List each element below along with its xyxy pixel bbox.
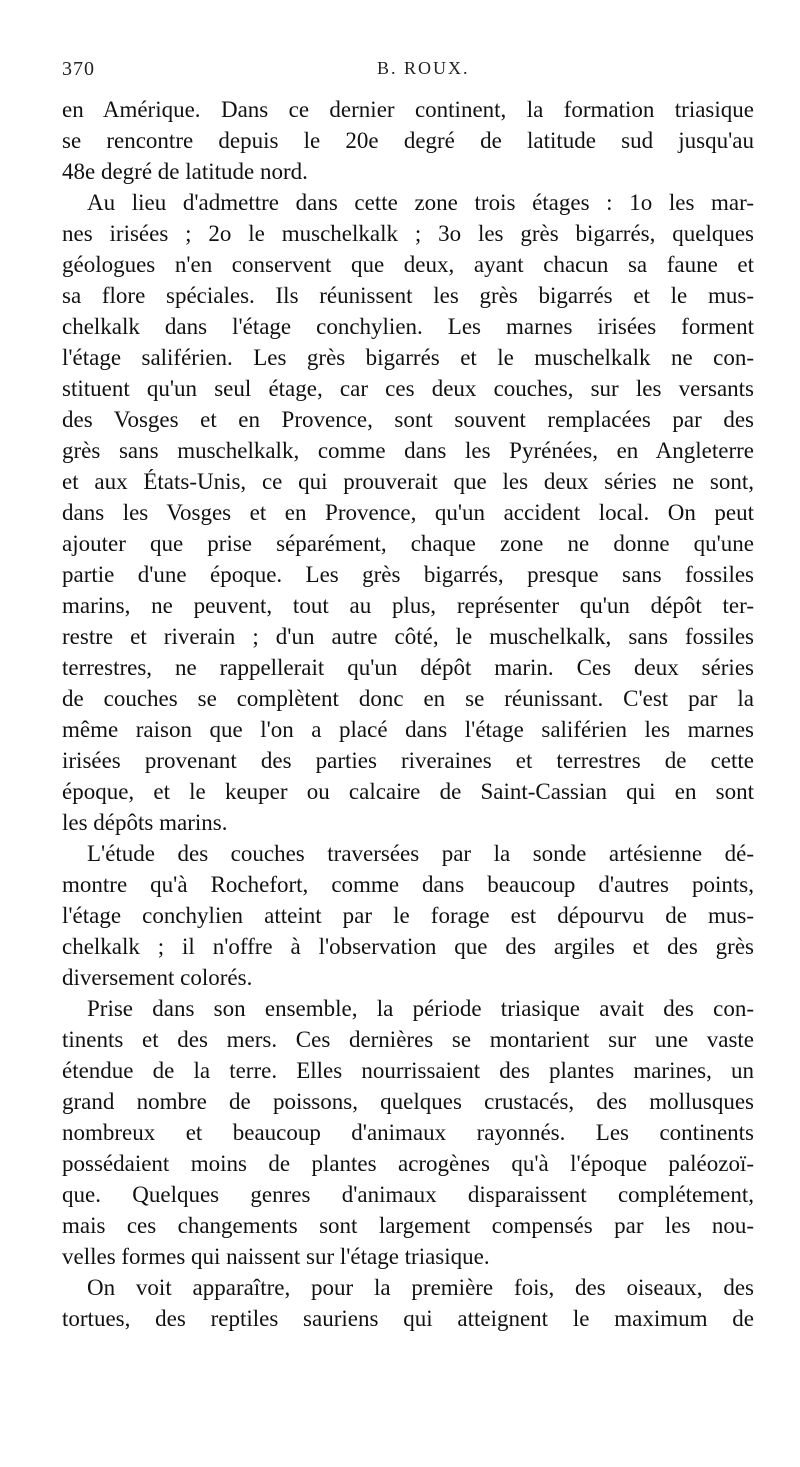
text-line: même raison que l'on a placé dans l'étage saliférien les marnes bbox=[62, 717, 754, 742]
text-line: On voit apparaître, pour la première fois, des oiseaux, des bbox=[87, 1275, 754, 1300]
text-line: tinents et des mers. Ces dernières se montarient sur une vaste bbox=[62, 1027, 754, 1052]
text-line: montre qu'à Rochefort, comme dans beaucoup d'autres points, bbox=[62, 872, 754, 897]
text-line: l'étage conchylien atteint par le forage est dépourvu de mus- bbox=[62, 903, 754, 928]
text-line: l'étage saliférien. Les grès bigarrés et le muschelkalk ne con- bbox=[62, 345, 754, 370]
text-line: étendue de la terre. Elles nourrissaient des plantes marines, un bbox=[62, 1058, 754, 1083]
running-head bbox=[62, 58, 752, 86]
text-line: époque, et le keuper ou calcaire de Saint-Cassian qui en sont bbox=[62, 779, 754, 804]
text-line: tortues, des reptiles sauriens qui atteignent le maximum de bbox=[62, 1306, 754, 1331]
text-line: mais ces changements sont largement compensés par les nou- bbox=[62, 1213, 754, 1238]
text-line: grand nombre de poissons, quelques crustacés, des mollusques bbox=[62, 1089, 754, 1114]
text-line: restre et riverain ; d'un autre côté, le muschelkalk, sans fossiles bbox=[62, 624, 754, 649]
text-line: et aux États-Unis, ce qui prouverait que les deux séries ne sont, bbox=[62, 469, 754, 494]
text-line: irisées provenant des parties riveraines et terrestres de cette bbox=[62, 748, 754, 773]
text-line: nes irisées ; 2o le muschelkalk ; 3o les grès bigarrés, quelques bbox=[62, 221, 754, 246]
text-line: les dépôts marins. bbox=[62, 810, 228, 835]
text-line: sa flore spéciales. Ils réunissent les grès bigarrés et le mus- bbox=[62, 283, 754, 308]
text-line: Prise dans son ensemble, la période triasique avait des con- bbox=[87, 996, 754, 1021]
body-text bbox=[62, 94, 754, 1334]
text-line: en Amérique. Dans ce dernier continent, la formation triasique bbox=[62, 97, 754, 122]
text-line: géologues n'en conservent que deux, ayant chacun sa faune et bbox=[62, 252, 754, 277]
text-line: nombreux et beaucoup d'animaux rayonnés. Les continents bbox=[62, 1120, 754, 1145]
text-line: grès sans muschelkalk, comme dans les Pyrénées, en Angleterre bbox=[62, 438, 754, 463]
page-number: 370 bbox=[62, 58, 95, 80]
text-line: se rencontre depuis le 20e degré de latitude sud jusqu'au bbox=[62, 128, 754, 153]
text-line: chelkalk dans l'étage conchylien. Les marnes irisées forment bbox=[62, 314, 754, 339]
text-line: velles formes qui naissent sur l'étage triasique. bbox=[62, 1244, 490, 1269]
text-line: possédaient moins de plantes acrogènes qu'à l'époque paléozoï- bbox=[62, 1151, 754, 1176]
text-line: de couches se complètent donc en se réunissant. C'est par la bbox=[62, 686, 754, 711]
text-line: ajouter que prise séparément, chaque zone ne donne qu'une bbox=[62, 531, 754, 556]
text-line: stituent qu'un seul étage, car ces deux couches, sur les versants bbox=[62, 376, 754, 401]
text-line: Au lieu d'admettre dans cette zone trois étages : 1o les mar- bbox=[87, 190, 754, 215]
text-line: que. Quelques genres d'animaux disparaissent complétement, bbox=[62, 1182, 754, 1207]
text-line: marins, ne peuvent, tout au plus, représenter qu'un dépôt ter- bbox=[62, 593, 754, 618]
text-line: chelkalk ; il n'offre à l'observation que des argiles et des grès bbox=[62, 934, 754, 959]
text-line: terrestres, ne rappellerait qu'un dépôt marin. Ces deux séries bbox=[62, 655, 754, 680]
text-line: dans les Vosges et en Provence, qu'un accident local. On peut bbox=[62, 500, 754, 525]
text-line: des Vosges et en Provence, sont souvent remplacées par des bbox=[62, 407, 754, 432]
text-line: 48e degré de latitude nord. bbox=[62, 159, 308, 184]
text-line: L'étude des couches traversées par la sonde artésienne dé- bbox=[87, 841, 754, 866]
text-line: diversement colorés. bbox=[62, 965, 253, 990]
text-line: partie d'une époque. Les grès bigarrés, presque sans fossiles bbox=[62, 562, 754, 587]
running-head-title: B. ROUX. bbox=[377, 58, 470, 78]
